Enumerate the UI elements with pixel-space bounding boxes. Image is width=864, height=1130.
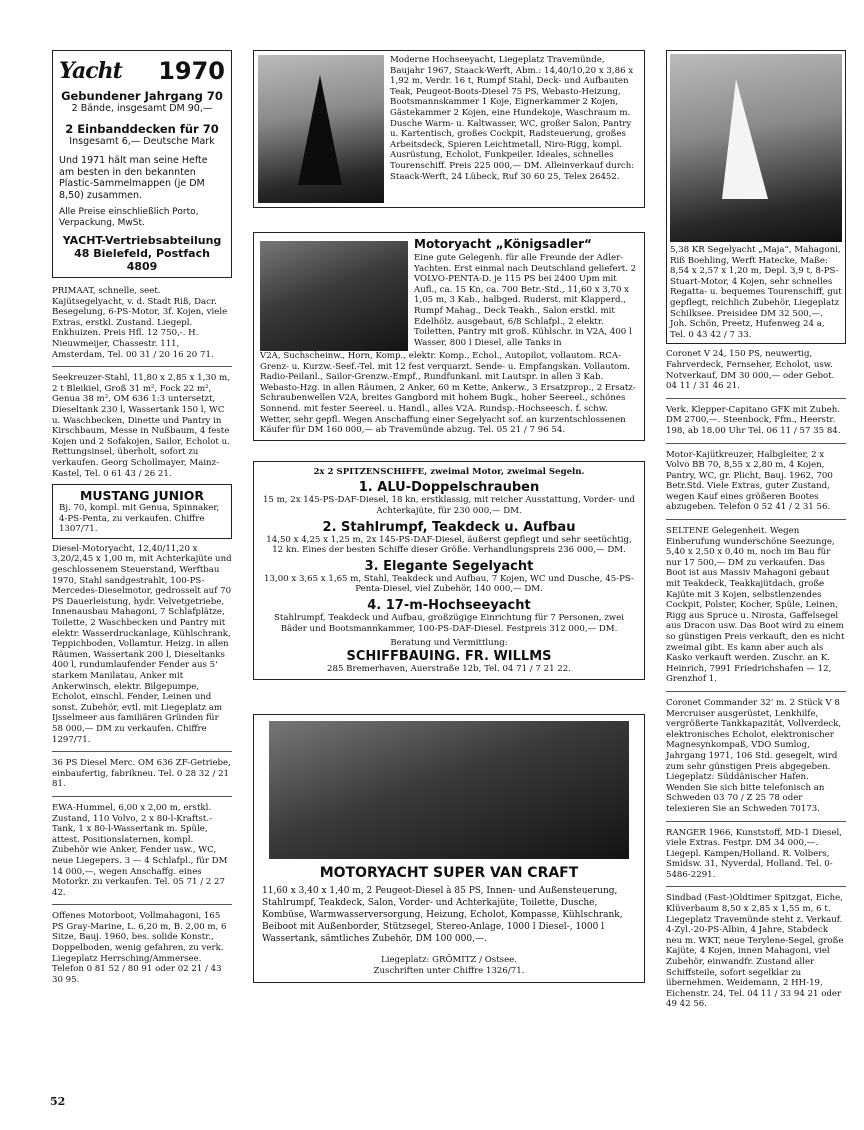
promo-footer-1: YACHT-Vertriebsabteilung bbox=[62, 234, 222, 247]
divider bbox=[52, 904, 232, 905]
yacht-promo-box bbox=[52, 50, 232, 278]
ad-mustang-box bbox=[52, 484, 232, 539]
willms-item-title: 1. ALU-Doppelschrauben bbox=[358, 480, 540, 496]
willms-item-text: Stahlrumpf, Teakdeck und Aufbau, großzügige Einrichtung für 7 Personen, zwei Bäder und Bootsmannkammer, 100-PS-DAF-Diesel. Festpreis 312 000,— DM. bbox=[274, 612, 624, 634]
ad-offenes-motorboot: Offenes Motorboot, Vollmahagoni, 165 PS Gray-Marine, L. 6,20 m, B. 2,00 m, 6 Sitze, Bauj. 1960, bes. solide Konstr., Doppelboden, wenig gefahren, zu verk. Liegeplatz Herrsching/Ammersee. Telefon 0 81 52 / 80 91 oder 02 21 / 43 30 95. bbox=[52, 911, 227, 985]
promo-title-2: 2 Einbanddecken für 70 bbox=[65, 122, 219, 136]
hochseeyacht-photo bbox=[258, 55, 384, 203]
super-van-craft-title: MOTORYACHT SUPER VAN CRAFT bbox=[319, 865, 579, 882]
ad-coronet-commander: Coronet Commander 32' m. 2 Stück V 8 Mercruiser ausgerüstet, Lenkhilfe, vergrößerte Tankkapazität, Vollverdeck, elektronisches Echolot, elektronischer Magnesynkompaß, VDO Sumlog, Jahrgang 1971, 106 Std. gesegelt, wird zum sehr günstigen Preis abgegeben. Liegeplatz: Süddänischer Hafen. Wenden Sie sich bitte telefonisch an Schweden 03 70 / Z 25 78 oder telexieren Sie an Schweden 70173. bbox=[666, 697, 842, 814]
super-van-craft-text: 11,60 x 3,40 x 1,40 m, 2 Peugeot-Diesel à 85 PS, Innen- und Außensteuerung, Stahlrumpf, Teakdeck, Salon, Vorder- und Achterkajüte, Toilette, Dusche, Kombüse, Warmwasserversorgung, Heizung, Echolot, Kompasse, Kühlschrank, Beiboot mit Außenborder, Stützsegel, Stereo-Anlage, 1000 l Diesel-, 1000 l Wassertank, sämtliches Zubehör, DM 100 000,—. bbox=[262, 886, 623, 945]
mustang-text: Bj. 70, kompl. mit Genua, Spinnaker, 4-PS-Penta, zu verkaufen. Chiffre 1307/71. bbox=[59, 503, 220, 535]
koenigsadler-text-top: Eine gute Gelegenh. für alle Freunde der Adler-Yachten. Erst einmal nach Deutschland geliefert. 2 VOLVO-PENTA-D. je 115 PS bei 2400 Upm mit Aufl., ca. 15 Kn, ca. 700 Betr.-Std., 11,60 x 3,70 x 1,05 m, 3 Kab., halbged. Ruderst. mit Klapperd., Rumpf Mahag., Deck Teakh., Salon erstkl. mit Edelhölz. ausgebaut, 6/8 Schlafpl., 2 elektr. Toiletten, Pantry mit groß. Kühlschr. in V2A, 400 l Wasser, 800 l Diesel, alle Tanks in bbox=[414, 253, 637, 348]
willms-item-text: 13,00 x 3,65 x 1,65 m, Stahl, Teakdeck und Aufbau, 7 Kojen, WC und Dusche, 45-PS-Penta-Diesel, viel Zubehör, 140 000,— DM. bbox=[264, 573, 634, 595]
ad-seltene: SELTENE Gelegenheit. Wegen Einberufung wunderschöne Seezunge, 5,40 x 2,50 x 0,40 m, noch im Bau für nur 17 500,— DM zu verkaufen. Das Boot ist aus Massiv Mahagoni gebaut mit Teakdeck, Teakkajütdach, große Kajüte mit 3 Kojen, selbstlenzendes Cockpit, Polster, Kocher, Spüle, Leinen, Rigg aus Spruce u. Nirosta, Gaffelsegel aus Dracon usw. Das Boot wird zu einem so günstigen Preis verkauft, den es nicht zweimal gibt. Es kann aber auch als Kasko verkauft werden. Zuschr. an K. Heinrich, 7991 Friedrichshafen — 12, Grenzhof 1. bbox=[666, 526, 845, 685]
left-column bbox=[52, 50, 232, 985]
promo-paragraph: Und 1971 hält man seine Hefte am besten in den bekannten Plastic-Sammelmappen (je DM 8,50) zusammen. bbox=[59, 155, 208, 201]
divider bbox=[52, 751, 232, 752]
promo-footer-2: 48 Bielefeld, Postfach 4809 bbox=[74, 247, 210, 273]
ad-primaat: PRIMAAT, schnelle, seet. Kajütsegelyacht, v. d. Stadt Riß, Dacr. Besegelung, 6-PS-Motor, 3f. Kojen, viele Extras, erstkl. Zustand. Liegepl. Enkhuizen. Preis Hfl. 12 750,-. H. Nieuwmeijer, Chassestr. 111, Amsterdam, Tel. 00 31 / 20 16 20 71. bbox=[52, 286, 228, 360]
page-number: 52 bbox=[50, 1095, 66, 1108]
willms-footer: Beratung und Vermittlung: bbox=[390, 638, 508, 649]
middle-column bbox=[253, 50, 645, 983]
ad-sindbad: Sindbad (Fast-)Oldtimer Spitzgat, Eiche, Klüverbaum 8,50 x 2,85 x 1,55 m, 6 t. Liegeplatz Travemünde steht z. Verkauf. 4-Zyl.-20-PS-Albin, 4 Jahre, Stabdeck neu m. WKT, neue Terylene-Segel, große Kajüte, 4 Kojen, innen Mahagoni, viel Zubehör, einwandfr. Zustand aller Schiffsteile, sofort segelklar zu übernehmen. Weidemann, 2 HH-19, Eichenstr. 24, Tel. 04 11 / 33 94 21 oder 49 42 56. bbox=[666, 893, 844, 1010]
divider bbox=[666, 821, 846, 822]
koenigsadler-photo bbox=[260, 241, 408, 351]
ad-ranger: RANGER 1966, Kunststoff, MD-1 Diesel, viele Extras. Festpr. DM 34 000,—. Liegepl. Kampen/Holland. R. Volbers, Smidsw. 31, Nyverdal, Holland. Tel. 0-5486-2291. bbox=[666, 827, 842, 880]
hochseeyacht-text: Moderne Hochseeyacht, Liegeplatz Travemünde, Baujahr 1967, Staack-Werft, Abm.: 14,40/10,20 x 3,86 x 1,92 m, Verdr. 16 t, Rumpf Stahl, Deck- und Aufbauten Teak, Peugeot-Boots-Diesel 75 PS, Webasto-Heizung, Bootsmannskammer 1 Koje, Eignerkammer 2 Kojen, Gästekammer 2 Kojen, eine Hundekoje, Waschraum m. Dusche Warm- u. Kaltwasser, WC, großer Salon, Pantry u. Kartentisch, großes Cockpit, Radsteuerung, großes Arbeitsdeck, Spieren Leichtmetall, Niro-Rigg, kompl. Ausrüstung, Echolot, Funkpeiler. Ideales, schnelles Tourenschiff. Preis 225 000,— DM. Alleinverkauf durch: Staack-Werft, 24 Lübeck, Ruf 30 60 25, Telex 26452. bbox=[390, 55, 635, 182]
ad-diesel-motoryacht: Diesel-Motoryacht, 12,40/11,20 x 3,20/2,45 x 1,00 m, mit Achterkajüte und geschlossenem Steuerstand, Werftbau 1970, Stahl sandgestrahlt, 100-PS-Mercedes-Dieselmotor, gedrosselt auf 70 PS Dauerleistung, hydr. Velvetgetriebe, Innenausbau Mahagoni, 7 Schlafplätze, Toilette, 2 Waschbecken und Pantry mit elektr. Wasserdruckanlage, Kühlschrank, Teppichboden, Vollamtur. Heizg. in allen Räumen, Wassertank 200 l, Dieseltanks 400 l, rundumlaufender Fender aus 5' starkem Manilatau, Anker mit Ankerwinsch, elektr. Bilgepumpe, Echolot, einschl. Fender, Leinen und sonst. Zubehör, evtl. mit Liegeplatz am Ijsselmeer aus familiären Gründen für 58 000,— DM zu verkaufen. Chiffre 1297/71. bbox=[52, 543, 232, 745]
ad-seekreuzer: Seekreuzer-Stahl, 11,80 x 2,85 x 1,30 m, 2 t Bleikiel, Groß 31 m², Fock 22 m², Genua 38 m², OM 636 1:3 untersetzt, Dieseltank 230 l, Wassertank 150 l, WC u. Waschbecken, Dinette und Pantry in Kirschbaum, Messe in Nußbaum, 4 feste Kojen und 2 Sofakojen, Sailor, Echolot u. Rettungsinsel, überholt, sofort zu verkaufen. Georg Schollmayer, Mainz-Kastel, Tel. 0 61 43 / 26 21. bbox=[52, 373, 230, 479]
super-van-craft-liegeplatz: Liegeplatz: GRÖMITZ / Ostsee. bbox=[381, 955, 517, 966]
willms-company: SCHIFFBAUING. FR. WILLMS bbox=[346, 648, 552, 664]
divider bbox=[666, 519, 846, 520]
willms-item-text: 14,50 x 4,25 x 1,25 m, 2x 145-PS-DAF-Diesel, äußerst gepflegt und sehr seetüchtig, 12 kn. Eines der besten Schiffe dieser Größe. Verhandlungspreis 236 000,— DM. bbox=[266, 534, 632, 556]
divider bbox=[666, 398, 846, 399]
koenigsadler-text-bottom: V2A, Suchscheinw., Horn, Komp., elektr. Komp., Echol., Autopilot, vollautom. RCA-Grenz- u. Kurzw.-Seef.-Tel. mit 12 fest verquarzt. Sende- u. Empfangskan. Vollautom. Radio-Peilanl., Sailor-Grenzw.-Empf., Rundfunkanl. mit Lautspr. in allen 3 Kab. Webasto-Hzg. in allen Räumen, 2 Anker, 60 m Kette, Ankerw., 3 Ersatzprop., 2 Ersatz-Schraubenwellen V2A, breites Gangbord mit hohem Bugk., hoher Seereel., schönes Sonnend. mit fester Seereel. u. Handl., alles V2A. Rundsp.-Hochseesch. f. schw. Wetter, sehr gepfl. Wegen Anschaffung einer Segelyacht sof. an kurzentschlossenen Käufer für DM 160 000,— ab Travemünde abzug. Tel. 05 21 / 7 96 54. bbox=[260, 351, 636, 436]
super-van-craft-chiffre: Zuschriften unter Chiffre 1326/71. bbox=[373, 965, 525, 976]
divider bbox=[666, 691, 846, 692]
promo-note: Alle Preise einschließlich Porto, Verpackung, MwSt. bbox=[59, 207, 199, 228]
promo-year: 1970 bbox=[158, 57, 225, 85]
willms-address: 285 Bremerhaven, Auerstraße 12b, Tel. 04 71 / 7 21 22. bbox=[327, 663, 571, 674]
willms-item-title: 2. Stahlrumpf, Teakdeck u. Aufbau bbox=[322, 519, 576, 535]
promo-line-1: 2 Bände, insgesamt DM 90,— bbox=[71, 103, 213, 114]
ad-maja-box bbox=[666, 50, 846, 344]
sail-shape bbox=[722, 79, 768, 199]
willms-header: 2x 2 SPITZENSCHIFFE, zweimal Motor, zweimal Segeln. bbox=[313, 466, 585, 477]
sail-shape bbox=[298, 75, 342, 185]
maja-photo bbox=[670, 54, 842, 242]
divider bbox=[666, 886, 846, 887]
mustang-title: MUSTANG JUNIOR bbox=[79, 488, 205, 504]
ad-ewa-hummel: EWA-Hummel, 6,00 x 2,00 m, erstkl. Zustand, 110 Volvo, 2 x 80-l-Kraftst.-Tank, 1 x 80-l-Wassertank m. Spüle, attest. Positionslaternen, kompl. Zubehör wie Anker, Fender usw., WC, neue Liegepers. 3 — 4 Schlafpl., für DM 14 000,—, wegen Anschaffg. eines Motorkr. zu verkaufen. Tel. 05 71 / 2 27 42. bbox=[52, 802, 228, 898]
super-van-craft-photo bbox=[269, 721, 629, 859]
divider bbox=[52, 366, 232, 367]
yacht-logo: Yacht bbox=[59, 58, 122, 84]
willms-item-text: 15 m, 2x 145-PS-DAF-Diesel, 18 kn, erstklassig, mit reicher Ausstattung, Vorder- und Achterkajüte, für 230 000,— DM. bbox=[262, 495, 636, 516]
promo-line-2: Insgesamt 6,— Deutsche Mark bbox=[69, 136, 215, 147]
ad-koenigsadler-box bbox=[253, 232, 645, 441]
ad-klepper: Verk. Klepper-Capitano GFK mit Zubeh. DM 2700,—. Steenbock, Ffm., Heerstr. 198, ab 18.00 Uhr Tel. 06 11 / 57 35 84. bbox=[666, 404, 841, 436]
promo-title-1: Gebundener Jahrgang 70 bbox=[61, 89, 223, 103]
right-column bbox=[666, 50, 846, 1010]
ad-36ps: 36 PS Diesel Merc. OM 636 ZF-Getriebe, einbaufertig, fabrikneu. Tel. 0 28 32 / 21 81. bbox=[52, 758, 231, 790]
divider bbox=[666, 443, 846, 444]
willms-item-title: 3. Elegante Segelyacht bbox=[364, 558, 534, 574]
ad-coronet-v24: Coronet V 24, 150 PS, neuwertig, Fahrverdeck, Fernseher, Echolot, usw. Notverkauf, DM 30 000,— oder Gebot. 04 11 / 31 46 21. bbox=[666, 349, 835, 392]
ad-willms-box bbox=[253, 461, 645, 681]
ad-hochseeyacht-box bbox=[253, 50, 645, 208]
ad-motor-kajuetkreuzer: Motor-Kajütkreuzer, Halbgleiter, 2 x Volvo BB 70, 8,55 x 2,80 m, 4 Kojen, Pantry, WC, gr. Plicht, Bauj. 1962, 700 Betr.Std. Viele Extras, guter Zustand, wegen Kauf eines größeren Bootes abzugeben. Telefon 0 52 41 / 2 31 56. bbox=[666, 449, 833, 513]
maja-text: 5,38 KR Segelyacht „Maja“, Mahagoni, Riß Boehling, Werft Hatecke, Maße: 8,54 x 2,57 x 1,20 m, Depl. 3,9 t, 8-PS-Stuart-Motor, 4 Kojen, sehr schnelles Regatta- u. bequemes Tourenschiff, gut gepflegt, reichlich Zubehör, Liegeplatz Schilksee. Preisidee DM 32 500,—. Joh. Schön, Preetz, Hufenweg 24 a, Tel. 0 43 42 / 7 33. bbox=[670, 245, 842, 340]
willms-item-title: 4. 17-m-Hochseeyacht bbox=[367, 597, 531, 613]
ad-super-van-craft-box bbox=[253, 714, 645, 983]
divider bbox=[52, 796, 232, 797]
koenigsadler-title: Motoryacht „Königsadler“ bbox=[414, 237, 592, 251]
